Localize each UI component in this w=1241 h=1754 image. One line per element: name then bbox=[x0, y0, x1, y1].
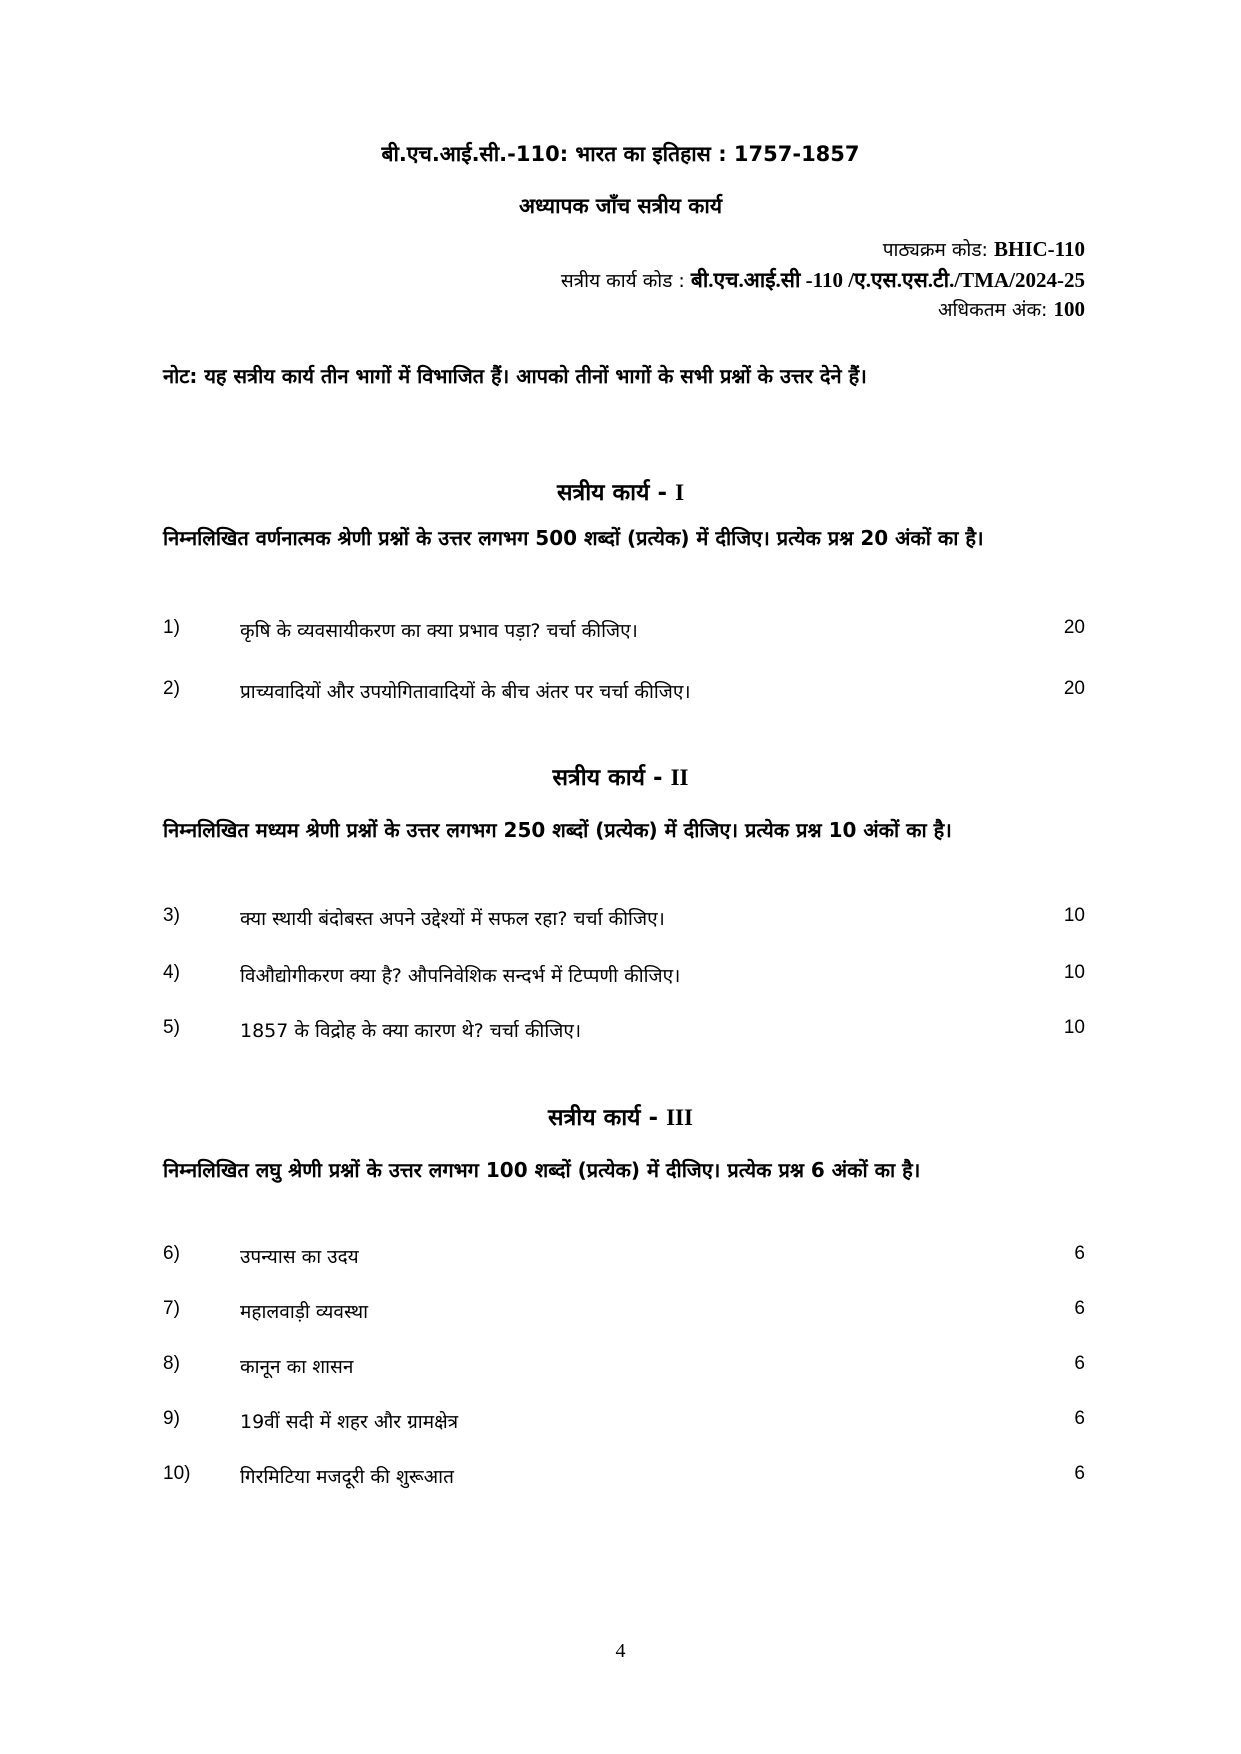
assignment-code-label: सत्रीय कार्य कोड : bbox=[560, 270, 685, 292]
question-number: 8) bbox=[163, 1353, 180, 1374]
max-marks-label: अधिकतम अंक: bbox=[937, 299, 1048, 321]
document-title: बी.एच.आई.सी.-110: भारत का इतिहास : 1757-1857 bbox=[381, 142, 860, 166]
question-number: 10) bbox=[163, 1463, 191, 1484]
question-text: प्राच्यवादियों और उपयोगितावादियों के बीच अंतर पर चर्चा कीजिए। bbox=[240, 681, 691, 703]
section-roman-numeral: III bbox=[666, 1105, 693, 1130]
question-number: 9) bbox=[163, 1408, 180, 1429]
document-subtitle: अध्यापक जाँच सत्रीय कार्य bbox=[518, 194, 723, 218]
question-row bbox=[163, 678, 1085, 704]
section-heading bbox=[0, 475, 1241, 507]
question-row bbox=[163, 1408, 1085, 1434]
question-text: गिरमिटिया मजदूरी की शुरूआत bbox=[240, 1466, 454, 1488]
section-instruction: निम्नलिखित लघु श्रेणी प्रश्नों के उत्तर लगभग 100 शब्दों (प्रत्येक) में दीजिए। प्रत्येक प्रश्न 6 अंकों का है। bbox=[163, 1158, 921, 1182]
question-text: 1857 के विद्रोह के क्या कारण थे? चर्चा कीजिए। bbox=[240, 1020, 582, 1042]
question-text: क्या स्थायी बंदोबस्त अपने उद्देश्यों में सफल रहा? चर्चा कीजिए। bbox=[240, 908, 665, 930]
section-heading bbox=[0, 1100, 1241, 1132]
question-text: कृषि के व्यवसायीकरण का क्या प्रभाव पड़ा? चर्चा कीजिए। bbox=[240, 620, 638, 642]
section-roman-numeral: I bbox=[675, 480, 685, 505]
assignment-code-value: बी.एच.आई.सी -110 /ए.एस.एस.टी./TMA/2024-25 bbox=[690, 268, 1085, 292]
question-number: 6) bbox=[163, 1243, 180, 1264]
question-row bbox=[163, 962, 1085, 988]
question-marks: 6 bbox=[1074, 1298, 1085, 1319]
question-row bbox=[163, 1243, 1085, 1269]
section-instruction: निम्नलिखित मध्यम श्रेणी प्रश्नों के उत्तर लगभग 250 शब्दों (प्रत्येक) में दीजिए। प्रत्येक प्रश्न 10 अंकों का है। bbox=[163, 818, 952, 842]
question-text: उपन्यास का उदय bbox=[240, 1246, 359, 1268]
question-marks: 20 bbox=[1063, 617, 1085, 638]
question-number: 5) bbox=[163, 1017, 180, 1038]
section-heading bbox=[0, 760, 1241, 792]
question-text: कानून का शासन bbox=[240, 1356, 354, 1378]
question-row bbox=[163, 1017, 1085, 1043]
question-row bbox=[163, 1463, 1085, 1489]
question-number: 4) bbox=[163, 962, 180, 983]
note: नोट: यह सत्रीय कार्य तीन भागों में विभाजित हैं। आपको तीनों भागों के सभी प्रश्नों के उत्तर देने हैं। bbox=[163, 364, 867, 388]
question-marks: 10 bbox=[1063, 962, 1085, 983]
question-marks: 6 bbox=[1074, 1408, 1085, 1429]
question-number: 1) bbox=[163, 617, 180, 638]
section-heading-label: सत्रीय कार्य - bbox=[548, 1105, 659, 1131]
question-row bbox=[163, 617, 1085, 643]
page-number: 4 bbox=[615, 1640, 626, 1662]
question-text: महालवाड़ी व्यवस्था bbox=[240, 1301, 369, 1323]
question-marks: 6 bbox=[1074, 1243, 1085, 1264]
question-row bbox=[163, 1298, 1085, 1324]
section-roman-numeral: II bbox=[670, 765, 689, 790]
course-code-label: पाठ्यक्रम कोड: bbox=[882, 239, 988, 261]
question-number: 3) bbox=[163, 905, 180, 926]
question-row bbox=[163, 905, 1085, 931]
max-marks bbox=[938, 296, 1085, 322]
max-marks-value: 100 bbox=[1053, 297, 1085, 321]
question-marks: 20 bbox=[1063, 678, 1085, 699]
question-number: 2) bbox=[163, 678, 180, 699]
course-code bbox=[883, 236, 1085, 262]
question-marks: 10 bbox=[1063, 1017, 1085, 1038]
question-number: 7) bbox=[163, 1298, 180, 1319]
course-code-value: BHIC-110 bbox=[993, 237, 1085, 261]
assignment-code bbox=[561, 266, 1085, 294]
section-heading-label: सत्रीय कार्य - bbox=[552, 765, 663, 791]
question-text: 19वीं सदी में शहर और ग्रामक्षेत्र bbox=[240, 1411, 459, 1433]
question-text: विऔद्योगीकरण क्या है? औपनिवेशिक सन्दर्भ में टिप्पणी कीजिए। bbox=[240, 965, 681, 987]
question-marks: 10 bbox=[1063, 905, 1085, 926]
section-instruction: निम्नलिखित वर्णनात्मक श्रेणी प्रश्नों के उत्तर लगभग 500 शब्दों (प्रत्येक) में दीजिए। प्रत्येक प्रश्न 20 अंकों का है। bbox=[163, 526, 984, 550]
question-row bbox=[163, 1353, 1085, 1379]
question-marks: 6 bbox=[1074, 1463, 1085, 1484]
question-marks: 6 bbox=[1074, 1353, 1085, 1374]
section-heading-label: सत्रीय कार्य - bbox=[556, 480, 668, 506]
